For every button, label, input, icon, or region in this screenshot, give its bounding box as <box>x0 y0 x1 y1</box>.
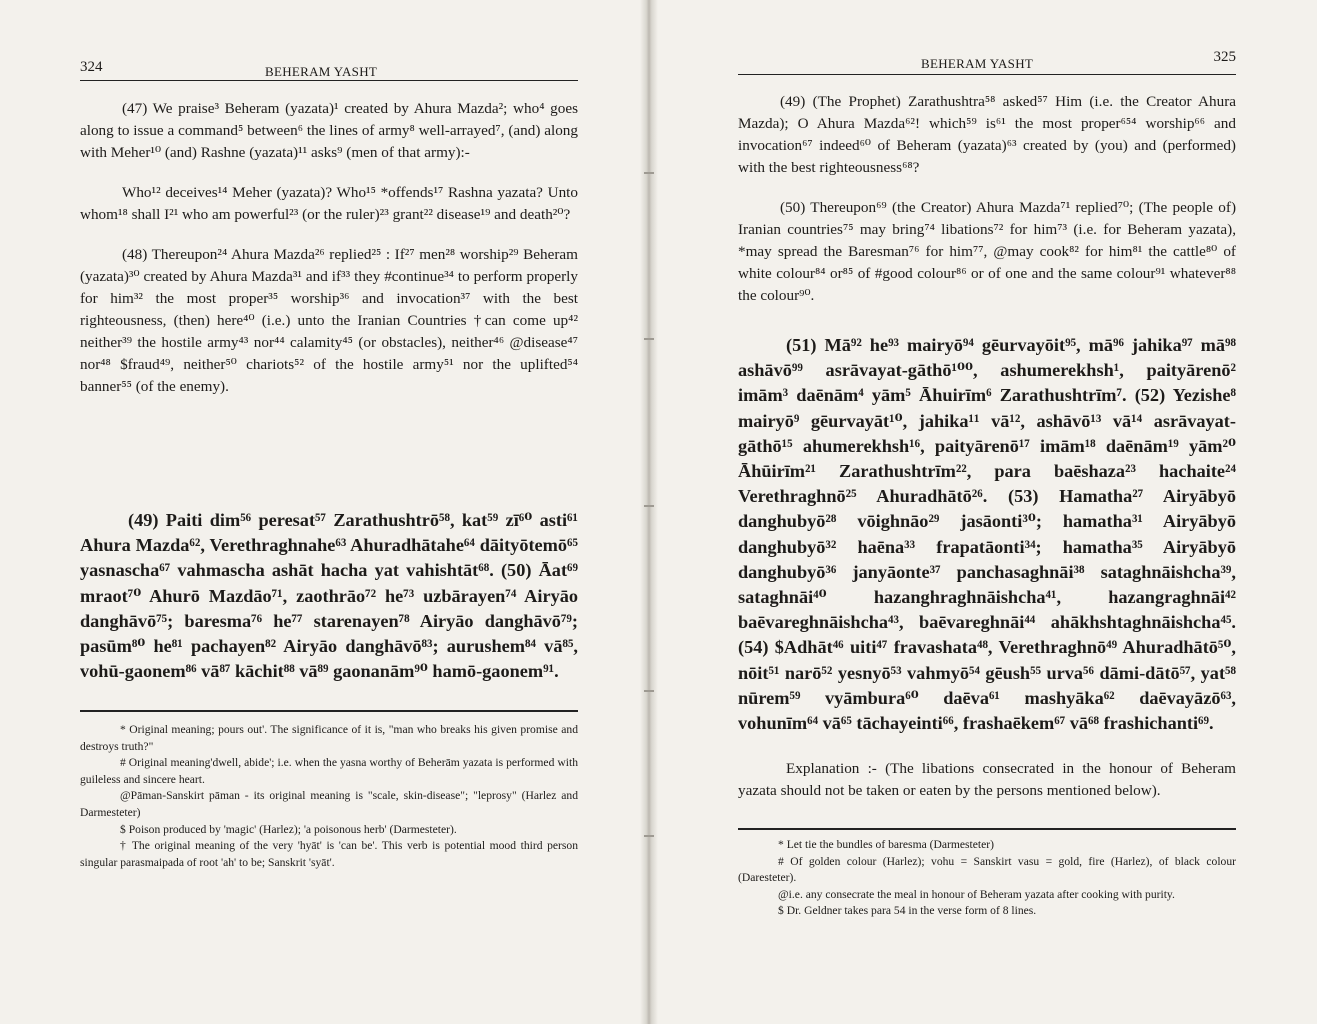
gutter-mark <box>644 835 654 837</box>
explanation-text <box>738 758 1236 802</box>
footnote-rule <box>738 828 1236 830</box>
paragraph: (48) Thereupon²⁴ Ahura Mazda²⁶ replied²⁵ : If²⁷ men²⁸ worship²⁹ Beheram (yazata)³⁰ created by Ahura Mazda³¹ and if³³ they #continue³⁴ to perform properly for him³² the most proper³⁵ worship³⁶ and invocation³⁷ with the best righteousness, (then) here⁴⁰ (i.e.) unto the Iranian Countries †can come up⁴² neither³⁹ the hostile army⁴³ nor⁴⁴ calamity⁴⁵ (or obstacles), neither⁴⁶ @disease⁴⁷ nor⁴⁸ $fraud⁴⁹, neither⁵⁰ chariots⁵² of the hostile army⁵¹ nor the uplifted⁵⁴ banner⁵⁵ (of the enemy). <box>80 246 578 395</box>
footnote: # Of golden colour (Harlez); vohu = Sanskirt vasu = gold, fire (Harlez), of black colour (Daresteter). <box>738 854 1236 885</box>
translation-text <box>738 91 1236 325</box>
gutter-mark <box>644 172 654 174</box>
paragraph: Who¹² deceives¹⁴ Meher (yazata)? Who¹⁵ *offends¹⁷ Rashna yazata? Unto whom¹⁸ shall I²¹ who am powerful²³ (or the ruler)²³ grant²² disease¹⁹ and death²⁰? <box>80 184 578 223</box>
footnotes <box>738 837 1236 920</box>
translation-text <box>80 98 578 416</box>
gutter-mark <box>644 690 654 692</box>
gutter-mark <box>644 505 654 507</box>
footnote: $ Dr. Geldner takes para 54 in the verse form of 8 lines. <box>778 904 1037 918</box>
avesta-paragraph: (51) Mā⁹² he⁹³ mairyō⁹⁴ gēurvayōit⁹⁵, mā⁹⁶ jahika⁹⁷ mā⁹⁸ ashāvō⁹⁹ asrāvayat-gāthō¹⁰⁰, ashumerekhsh¹, paityārenō² imām³ daēnām⁴ yām⁵ Āhuirīm⁶ Zarathushtrīm⁷. (52) Yezishe⁸ mairyō⁹ gēurvayāt¹⁰, jahika¹¹ vā¹², ashāvō¹³ vā¹⁴ asrāvayat-gāthō¹⁵ ahumerekhsh¹⁶, paityārenō¹⁷ imām¹⁸ daēnām¹⁹ yām²⁰ Āhūirīm²¹ Zarathushtrīm²², para baēshaza²³ hachaite²⁴ Verethraghnō²⁵ Ahuradhātō²⁶. (53) Hamatha²⁷ Airyābyō danghubyō²⁸ vōighnāo²⁹ jasāonti³⁰; hamatha³¹ Airyābyō danghubyō³² haēna³³ frapatāonti³⁴; hamatha³⁵ Airyābyō danghubyō³⁶ janyāonte³⁷ panchasaghnāi³⁸ sataghnāishcha³⁹, sataghnāi⁴⁰ hazanghraghnāishcha⁴¹, hazangraghnāi⁴² baēvareghnāishcha⁴³, baēvareghnāi⁴⁴ ahākhshtaghnāishcha⁴⁵. (54) $Adhāt⁴⁶ uiti⁴⁷ fravashata⁴⁸, Verethraghnō⁴⁹ Ahuradhātō⁵⁰, nōit⁵¹ narō⁵² yesnyō⁵³ vahmyō⁵⁴ gēush⁵⁵ urva⁵⁶ dāmi-dātō⁵⁷, yat⁵⁸ nūrem⁵⁹ vyāmbura⁶⁰ daēva⁶¹ mashyāka⁶² daēvayāzō⁶³, vohunīm⁶⁴ vā⁶⁵ tāchayeinti⁶⁶, frashaēkem⁶⁷ vā⁶⁸ frashichanti⁶⁹. <box>738 335 1236 734</box>
header-rule <box>738 74 1236 75</box>
running-head: BEHERAM YASHT <box>921 56 1034 71</box>
paragraph: (49) (The Prophet) Zarathushtra⁵⁸ asked⁵⁷ Him (i.e. the Creator Ahura Mazda); O Ahura Mazda⁶²! which⁵⁹ is⁶¹ the most proper⁶⁵⁴ worship⁶⁶ and invocation⁶⁷ indeed⁶⁰ of Beheram (yazata)⁶³ created by (you) and (performed) with the best righteousness⁶⁸? <box>738 93 1236 176</box>
footnote-rule <box>80 710 578 712</box>
footnote: * Let tie the bundles of baresma (Darmesteter) <box>778 838 995 851</box>
right-page <box>738 0 1236 1024</box>
avesta-text <box>738 333 1236 736</box>
running-head: BEHERAM YASHT <box>265 64 378 79</box>
avesta-text <box>80 508 578 684</box>
paragraph: (47) We praise³ Beheram (yazata)¹ created by Ahura Mazda²; who⁴ goes along to issue a command⁵ between⁶ the lines of army⁸ well-arrayed⁷, (and) along with Meher¹⁰ (and) Rashne (yazata)¹¹ asks⁹ (men of that army):- <box>80 100 578 161</box>
book-gutter <box>640 0 658 1024</box>
footnote: # Original meaning'dwell, abide'; i.e. when the yasna worthy of Beherām yazata is performed with guileless and sincere heart. <box>80 756 578 786</box>
paragraph: (50) Thereupon⁶⁹ (the Creator) Ahura Mazda⁷¹ replied⁷⁰; (The people of) Iranian countries⁷⁵ may bring⁷⁴ libations⁷² for him⁷³ (i.e. for Beheram yazata), *may spread the Baresman⁷⁶ for him⁷⁷, @may cook⁸² for him⁸¹ the cattle⁸⁰ of white colour⁸⁴ or⁸⁵ of #good colour⁸⁶ or of one and the same colour⁹¹ whatever⁸⁸ the colour⁹⁰. <box>738 199 1236 304</box>
gutter-mark <box>644 338 654 340</box>
footnote: † The original meaning of the very 'hyāt' is 'can be'. This verb is potential mood third person singular parasmaipada of root 'ah' to be; Sanskrit 'syāt'. <box>80 839 578 869</box>
page-number: 325 <box>1213 49 1236 65</box>
footnote: $ Poison produced by 'magic' (Harlez); 'a poisonous herb' (Darmesteter). <box>120 822 457 836</box>
footnote: @i.e. any consecrate the meal in honour of Beheram yazata after cooking with purity. <box>778 887 1175 901</box>
footnote: * Original meaning; pours out'. The significance of it is, "man who breaks his given promise and destroys truth?" <box>80 723 578 753</box>
footnote: @Pāman-Sanskirt pāman - its original meaning is "scale, skin-disease"; "leprosy" (Harlez and Darmesteter) <box>80 789 578 819</box>
page-number: 324 <box>80 59 103 75</box>
left-page <box>80 0 578 1024</box>
footnotes <box>80 722 578 871</box>
explanation: Explanation :- (The libations consecrated in the honour of Beheram yazata should not be taken or eaten by the persons mentioned below). <box>738 760 1236 799</box>
header-rule <box>80 80 578 81</box>
avesta-paragraph: (49) Paiti dim⁵⁶ peresat⁵⁷ Zarathushtrō⁵⁸, kat⁵⁹ zī⁶⁰ asti⁶¹ Ahura Mazda⁶², Verethraghnahe⁶³ Ahuradhātahe⁶⁴ dāityōtemō⁶⁵ yasnascha⁶⁷ vahmascha ashāt hacha yat vahishtāt⁶⁸. (50) Āat⁶⁹ mraot⁷⁰ Ahurō Mazdāo⁷¹, zaothrāo⁷² he⁷³ uzbārayen⁷⁴ Airyāo danghāvō⁷⁵; baresma⁷⁶ he⁷⁷ starenayen⁷⁸ Airyāo danghāvō⁷⁹; pasūm⁸⁰ he⁸¹ pachayen⁸² Airyāo danghāvō⁸³; aurushem⁸⁴ vā⁸⁵, vohū-gaonem⁸⁶ vā⁸⁷ kāchit⁸⁸ vā⁸⁹ gaonanām⁹⁰ hamō-gaonem⁹¹. <box>80 510 578 682</box>
